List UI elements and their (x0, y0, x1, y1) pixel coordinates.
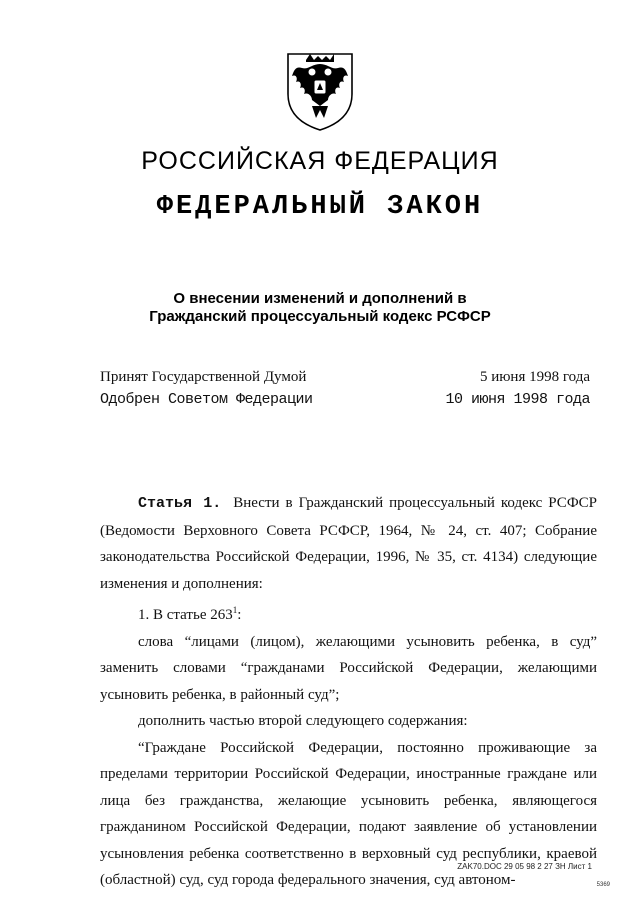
adopted-label: Принят Государственной Думой (100, 369, 307, 385)
item-1-prefix: 1. В статье 263 (138, 607, 233, 623)
approved-date: 10 июня 1998 года (445, 391, 590, 408)
adopted-row (100, 369, 590, 386)
article-1-text: Внести в Гражданский процессуальный кодекс РСФСР (Ведомости Верховного Совета РСФСР, 1964, № 24, ст. 407; Собрание законодательства Российской Федерации, 1996, № 35, ст. 4134) следующие изменения и дополнения: (100, 495, 598, 592)
page-footer: ZAK70.DOC 29 05 98 2 27 ЗН Лист 1 (457, 862, 592, 871)
coat-of-arms-icon (282, 48, 358, 132)
approved-row (100, 391, 590, 408)
quoted-paragraph: “Граждане Российской Федерации, постоянно проживающие за пределами территории Российской Федерации, иностранные граждане или лица без гражданства, желающие усыновить ребенка, являющегося гражданином Российской Федерации, подают заявление об установлении усыновления ребенка соответственно в верховный суд республики, краевой (областной) суд, суд города федерального значения, суд автоном- (100, 739, 597, 888)
law-title-line2: Гражданский процессуальный кодекс РСФСР (149, 308, 491, 325)
country-name: РОССИЙСКАЯ ФЕДЕРАЦИЯ (141, 147, 499, 175)
item-1-heading (100, 597, 597, 629)
law-title (0, 290, 640, 326)
article-1-paragraph (100, 490, 597, 597)
item-1-superscript: 1 (232, 605, 238, 615)
replace-paragraph: слова “лицами (лицом), желающими усыновить ребенка, в суд” заменить словами “гражданами Российской Федерации, желающими усыновить ребенка, в районный суд”; (100, 633, 597, 703)
item-1-suffix: : (237, 607, 242, 623)
document-type: ФЕДЕРАЛЬНЫЙ ЗАКОН (156, 192, 484, 222)
law-body (100, 490, 597, 894)
approved-label: Одобрен Советом Федерации (100, 391, 313, 408)
supplement-paragraph: дополнить частью второй следующего содержания: (138, 713, 468, 729)
corner-mark: 5369 (596, 882, 610, 888)
law-title-line1: О внесении изменений и дополнений в (173, 290, 467, 307)
article-1-label: Статья 1. (138, 495, 222, 512)
adopted-date: 5 июня 1998 года (479, 369, 590, 385)
